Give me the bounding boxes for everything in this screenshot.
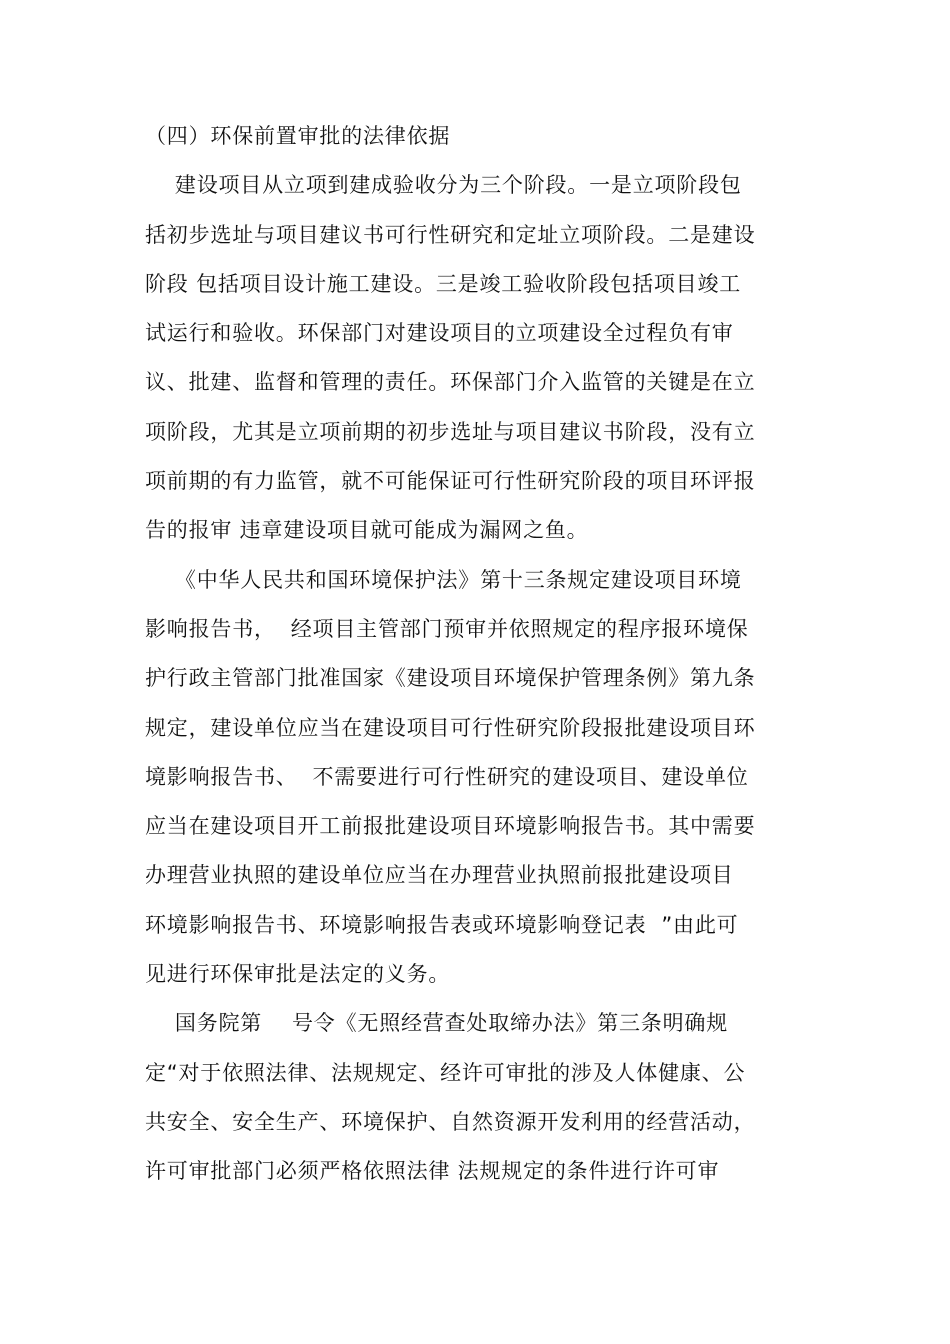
text-line: 项阶段，尤其是立项前期的初步选址与项目建议书阶段，没有立 (145, 419, 756, 444)
text-line: 议、批建、监督和管理的责任。环保部门介入监管的关键是在立 (145, 370, 756, 395)
text-line: 国务院第 号令《无照经营查处取缔办法》第三条明确规 (145, 1011, 728, 1036)
text-line: 许可审批部门必须严格依照法律 法规规定的条件进行许可审 (145, 1159, 720, 1184)
text-line: 办理营业执照的建设单位应当在办理营业执照前报批建设项目 (145, 863, 734, 888)
text-line: 规定，建设单位应当在建设项目可行性研究阶段报批建设项目环 (145, 715, 756, 740)
text-line: 定“对于依照法律、法规规定、经许可审批的涉及人体健康、公 (145, 1060, 746, 1085)
section-heading: （四）环保前置审批的法律依据 (145, 124, 451, 148)
text-line: 试运行和验收。环保部门对建设项目的立项建设全过程负有审 (145, 321, 734, 346)
text-line: 应当在建设项目开工前报批建设项目环境影响报告书。其中需要 (145, 814, 756, 839)
text-line: 项前期的有力监管，就不可能保证可行性研究阶段的项目环评报 (145, 469, 756, 494)
text-line: 见进行环保审批是法定的义务。 (145, 962, 451, 987)
text-line: 告的报审 违章建设项目就可能成为漏网之鱼。 (145, 518, 589, 543)
text-line: 护行政主管部门批准国家《建设项目环境保护管理条例》第九条 (145, 666, 756, 691)
document-body (145, 112, 810, 1197)
text-line: 括初步选址与项目建议书可行性研究和定址立项阶段。二是建设 (145, 222, 756, 247)
text-line: 影响报告书， 经项目主管部门预审并依照规定的程序报环境保 (145, 616, 749, 641)
text-line: 共安全、安全生产、环境保护、自然资源开发利用的经营活动， (145, 1109, 756, 1134)
text-line: 境影响报告书、 不需要进行可行性研究的建设项目、建设单位 (145, 764, 749, 789)
text-line: 环境影响报告书、环境影响报告表或环境影响登记表 ”由此可 (145, 912, 739, 937)
text-line: 阶段 包括项目设计施工建设。三是竣工验收阶段包括项目竣工 (145, 271, 742, 296)
text-line: 《中华人民共和国环境保护法》第十三条规定建设项目环境 (145, 567, 742, 592)
text-line: 建设项目从立项到建成验收分为三个阶段。一是立项阶段包 (145, 173, 742, 198)
